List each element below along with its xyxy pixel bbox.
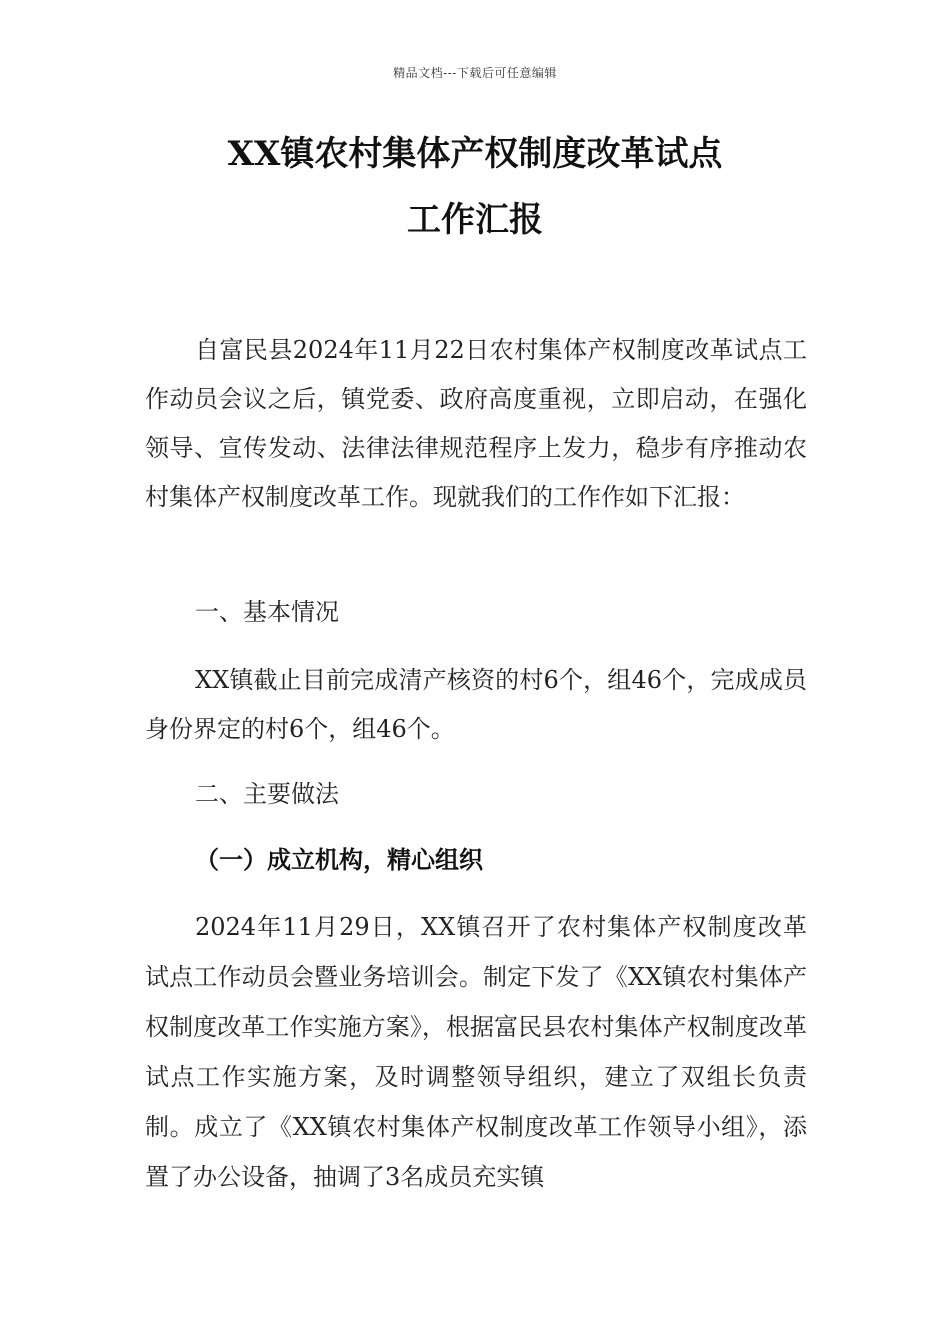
section-2-subheading-1: （一）成立机构，精心组织 bbox=[195, 845, 483, 874]
document-title-line-1: XX镇农村集体产权制度改革试点 bbox=[227, 134, 723, 174]
header-note: 精品文档---下载后可任意编辑 bbox=[393, 66, 557, 80]
section-2-heading: 二、主要做法 bbox=[195, 780, 339, 808]
section-1-heading: 一、基本情况 bbox=[195, 598, 339, 626]
intro-paragraph: 自富民县2024年11月22日农村集体产权制度改革试点工作动员会议之后，镇党委、政府高度重视，立即启动，在强化领导、宣传发动、法律法律规范程序上发力，稳步有序推动农村集体产权制度改革工作。现就我们的工作作如下汇报： bbox=[145, 336, 807, 511]
section-2-paragraph: 2024年11月29日，XX镇召开了农村集体产权制度改革试点工作动员会暨业务培训会。制定下发了《XX镇农村集体产权制度改革工作实施方案》，根据富民县农村集体产权制度改革试点工作实施方案，及时调整领导组织，建立了双组长负责制。成立了《XX镇农村集体产权制度改革工作领导小组》，添置了办公设备，抽调了3名成员充实镇 bbox=[145, 913, 807, 1191]
document-title-line-2: 工作汇报 bbox=[407, 200, 543, 240]
section-1-paragraph: XX镇截止目前完成清产核资的村6个，组46个，完成成员身份界定的村6个，组46个。 bbox=[145, 666, 807, 743]
